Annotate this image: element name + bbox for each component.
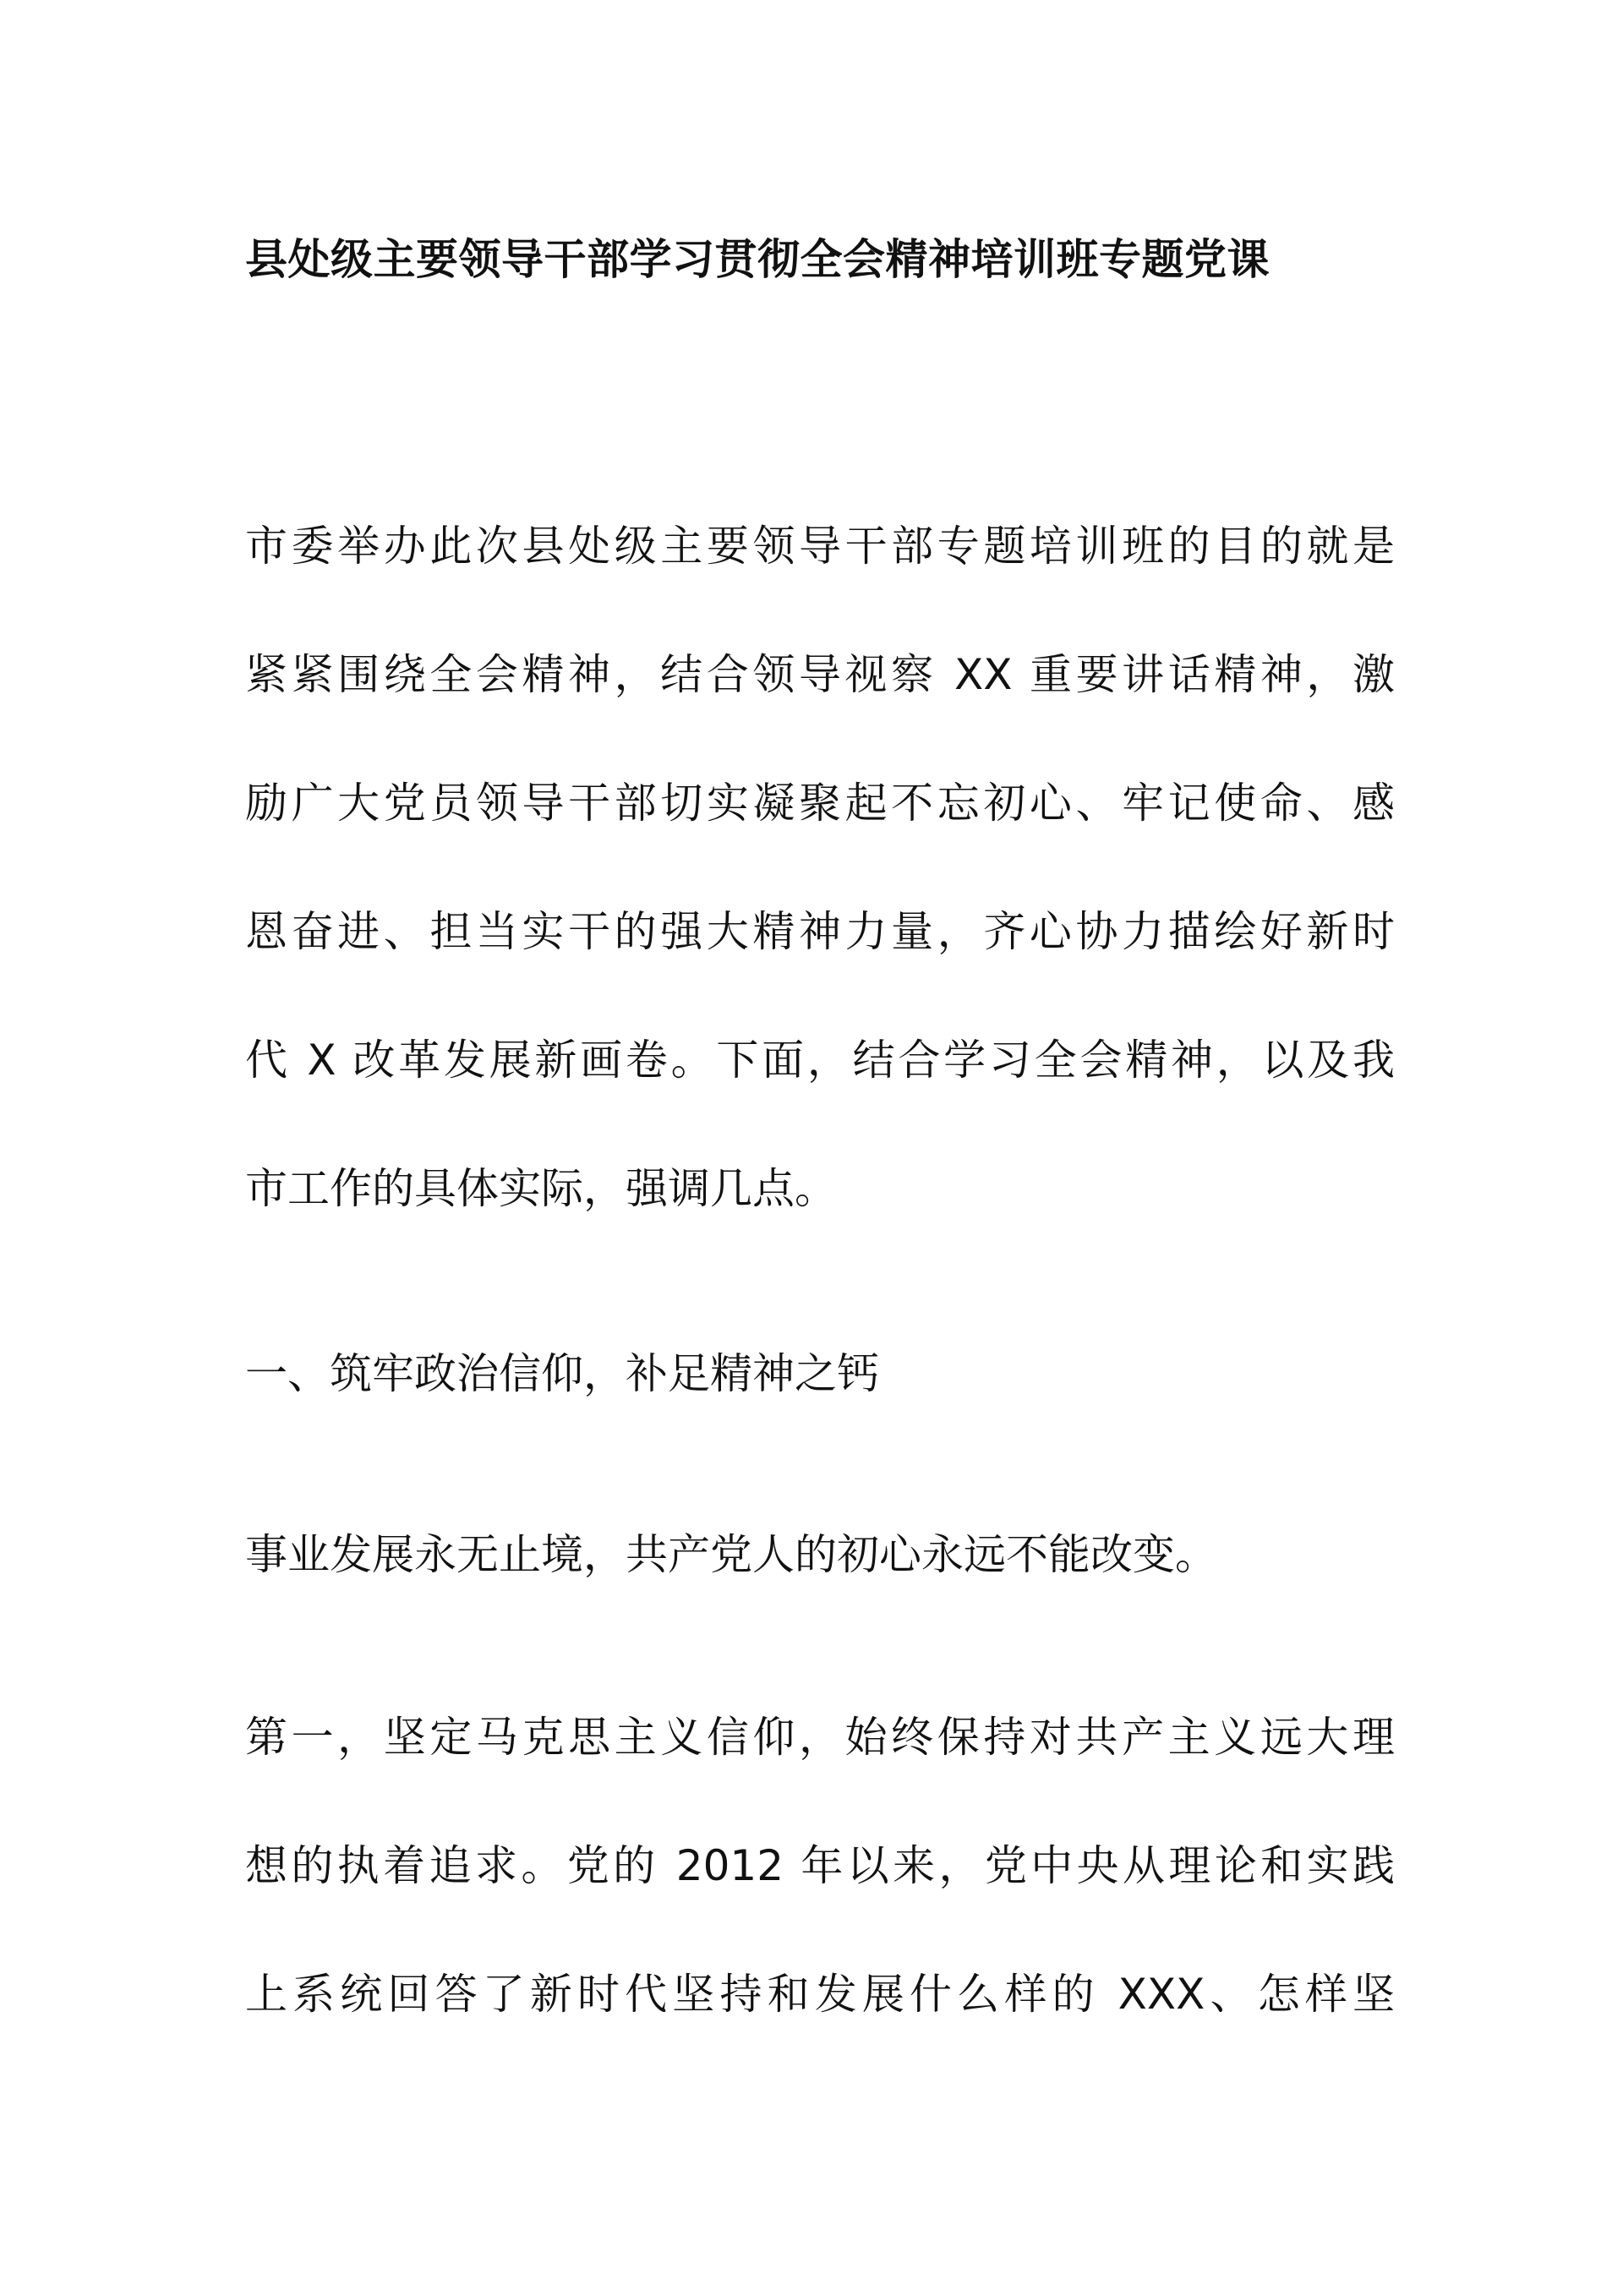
point-line: 上系统回答了新时代坚持和发展什么样的 XXX、怎样坚 <box>245 1970 1395 2019</box>
intro-line: 恩奋进、担当实干的强大精神力量，齐心协力描绘好新时 <box>245 907 1395 956</box>
point-line: 想的执着追求。党的 2012 年以来，党中央从理论和实践 <box>245 1841 1395 1890</box>
document-title: 县处级主要领导干部学习贯彻全会精神培训班专题党课 <box>245 235 1270 284</box>
intro-line: 市委举办此次县处级主要领导干部专题培训班的目的就是 <box>245 522 1395 571</box>
intro-line: 代 X 改革发展新画卷。下面，结合学习全会精神，以及我 <box>245 1036 1395 1085</box>
section-heading: 一、筑牢政治信仰，补足精神之钙 <box>245 1349 879 1398</box>
section-paragraph: 事业发展永无止境，共产党人的初心永远不能改变。 <box>245 1530 1217 1579</box>
intro-line: 励广大党员领导干部切实凝聚起不忘初心、牢记使命、感 <box>245 779 1395 828</box>
point-line: 第一，坚定马克思主义信仰，始终保持对共产主义远大理 <box>245 1713 1395 1762</box>
intro-line: 市工作的具体实际，强调几点。 <box>245 1164 837 1213</box>
intro-line: 紧紧围绕全会精神，结合领导视察 XX 重要讲话精神，激 <box>245 650 1395 699</box>
